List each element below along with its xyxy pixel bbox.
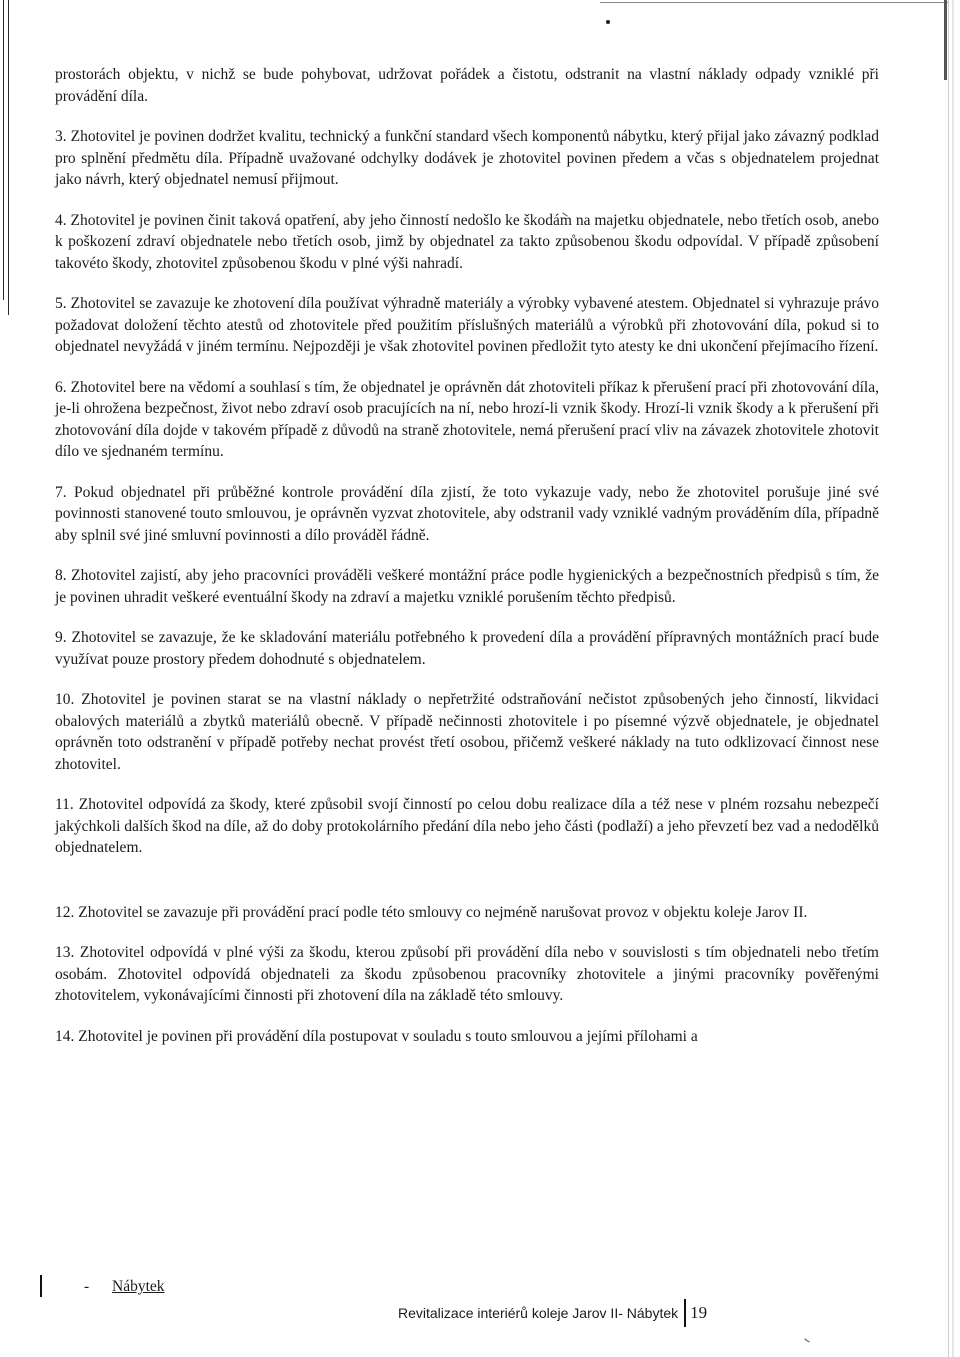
margin-bar <box>40 1275 42 1297</box>
paragraph: 11. Zhotovitel odpovídá za škody, které způsobil svojí činností po celou dobu realizace díla a též nese v plném rozsahu nebezpečí jakýchkoli dalších škod na díle, až do doby protokolárního předání díla nebo jeho části (podlaží) a jeho převzetí bez vad a nedodělků objednatelem. <box>55 796 879 856</box>
list-item-label: Nábytek <box>112 1278 165 1295</box>
paragraph: prostorách objektu, v nichž se bude pohybovat, udržovat pořádek a čistotu, odstranit na vlastní náklady odpady vzniklé při provádění díla. <box>55 66 879 105</box>
list-item <box>84 1278 165 1296</box>
paragraph: 5. Zhotovitel se zavazuje ke zhotovení díla používat výhradně materiály a výrobky vybavené atestem. Objednatel si vyhrazuje právo požadovat doložení těchto atestů od zhotovitele před použitím příslušných materiálů a výrobků při zhotovování díla, pokud si to objednatel nevyžádá v jiném termínu. Nejpozději je však zhotovitel povinen předložit tyto atesty ke dni ukončení přejímacího řízení. <box>55 295 879 355</box>
footer-title: Revitalizace interiérů koleje Jarov II- Nábytek <box>398 1305 679 1321</box>
page-footer <box>398 1298 707 1328</box>
page-number: 19 <box>690 1303 708 1322</box>
scan-speck <box>804 1338 809 1342</box>
paragraph: 4. Zhotovitel je povinen činit taková opatření, aby jeho činností nedošlo ke škodám na majetku objednatele, nebo třetích osob, anebo k poškození zdraví objednatele nebo třetích osob, jimž by objednatel za takto způsobenou škodu odpovídal. V případě způsobení takovéto škody, zhotovitel způsobenou škodu v plné výši nahradí. <box>55 211 879 272</box>
paragraph: 3. Zhotovitel je povinen dodržet kvalitu, technický a funkční standard všech komponentů nábytku, který přijal jako závazný podklad pro splnění předmětu díla. Případně uvažované odchylky dodávek je zhotovitel povinen předem a včas s objednatelem projednat jako návrh, který objednatel nemusí přijmout. <box>55 128 879 188</box>
scan-edge-line <box>3 0 4 300</box>
scan-edge-line <box>944 0 947 80</box>
scan-edge-line <box>600 2 948 3</box>
paragraph: 10. Zhotovitel je povinen starat se na vlastní náklady o nepřetržité odstraňování nečistot způsobených jeho činností, likvidaci obalových materiálů a zbytků materiálů obecně. V případě nečinnosti zhotovitele i po písemné výzvě objednatele, je objednatel oprávněn toto odstranění v případě potřeby nechat provést třetí osobou, přičemž veškeré náklady na tuto odklizovací činnost nese zhotovitel. <box>55 691 879 773</box>
paragraph: 7. Pokud objednatel při průběžné kontrole provádění díla zjistí, že toto vykazuje vady, nebo že zhotovitel porušuje jiné své povinnosti stanovené touto smlouvou, je oprávněn vyzvat zhotovitele, aby odstranil vady vzniklé vadným prováděním díla, případně aby splnil své jiné smluvní povinnosti a dílo prováděl řádně. <box>55 483 879 544</box>
list-dash: - <box>84 1278 90 1295</box>
scan-edge-line <box>8 0 9 315</box>
document-body <box>55 64 879 1053</box>
paragraph: 9. Zhotovitel se zavazuje, že ke skladování materiálu potřebného k provedení díla a provádění přípravných montážních prací bude využívat pouze prostory předem dohodnuté s objednatelem. <box>55 629 879 668</box>
paragraph: 6. Zhotovitel bere na vědomí a souhlasí s tím, že objednatel je oprávněn dát zhotoviteli příkaz k přerušení prací při zhotovování díla, je-li ohrožena bezpečnost, život nebo zdraví osob pracujících na ní, nebo hrozí-li vznik škody. Hrozí-li vznik škody a k přerušení při zhotovování díla dojde v takovém případě z důvodů na straně zhotovitele, nemá přerušení prací vliv na závazek zhotovitele zhotovit dílo ve sjednaném termínu. <box>55 378 879 460</box>
paragraph: 12. Zhotovitel se zavazuje při provádění prací podle této smlouvy co nejméně narušovat provoz v objektu koleje Jarov II. <box>55 903 808 921</box>
scan-speck <box>606 20 610 24</box>
paragraph: 13. Zhotovitel odpovídá v plné výši za škodu, kterou způsobí při provádění díla nebo v souvislosti s tím objednateli nebo třetím osobám. Zhotovitel odpovídá objednateli za škodu způsobenou pracovníky zhotovitele a jinými pracovníky pověřenými zhotovitelem, vykonávajícími činnosti při zhotovení díla na základě této smlouvy. <box>55 944 879 1004</box>
scan-edge-line <box>948 0 949 1357</box>
footer-divider <box>684 1299 686 1327</box>
scan-edge-line <box>952 0 954 1357</box>
paragraph: 8. Zhotovitel zajistí, aby jeho pracovníci prováděli veškeré montážní práce podle hygienických a bezpečnostních předpisů s tím, že je povinen uhradit veškeré eventuální škody na zdraví a majetku vzniklé porušením těchto předpisů. <box>55 567 879 606</box>
paragraph: 14. Zhotovitel je povinen při provádění díla postupovat v souladu s touto smlouvou a jejími přílohami a <box>55 1027 698 1045</box>
